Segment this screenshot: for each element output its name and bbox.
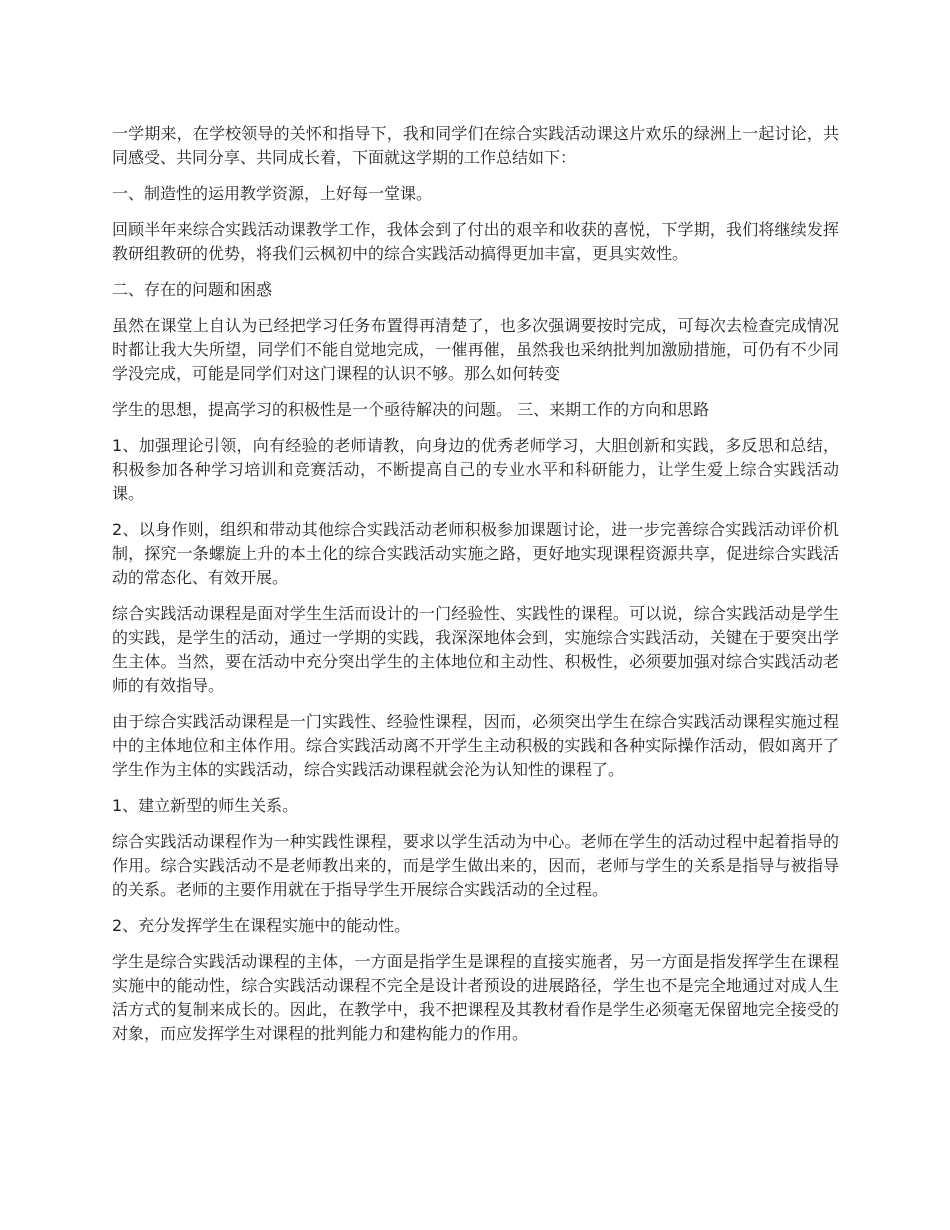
heading-relationship: 1、建立新型的师生关系。: [112, 796, 299, 815]
paragraph-course-nature: 综合实践活动课程是面对学生生活而设计的一门经验性、实践性的课程。可以说，综合实践活动是学生的实践，是学生的活动，通过一学期的实践，我深深地体会到，实施综合实践活动，关键在于要突出学生主体。当然，要在活动中充分突出学生的主体地位和主动性、积极性，必须要加强对综合实践活动老师的有效指导。: [112, 604, 839, 695]
document-body: [112, 122, 839, 1058]
heading-section-1: 一、制造性的运用教学资源，上好每一堂课。: [112, 184, 433, 203]
paragraph-problems: 虽然在课堂上自认为已经把学习任务布置得再清楚了，也多次强调要按时完成，可每次去检查完成情况时都让我大失所望，同学们不能自觉地完成，一催再催，虽然我也采纳批判加激励措施，可仍有不少同学没完成，可能是同学们对这门课程的认识不够。那么如何转变: [112, 316, 839, 383]
paragraph-plan-2: 2、以身作则，组织和带动其他综合实践活动老师积极参加课题讨论，进一步完善综合实践活动评价机制，探究一条螺旋上升的本土化的综合实践活动实施之路，更好地实现课程资源共享，促进综合实践活动的常态化、有效开展。: [112, 520, 839, 587]
paragraph-initiative: 学生是综合实践活动课程的主体，一方面是指学生是课程的直接实施者，另一方面是指发挥学生在课程实施中的能动性，综合实践活动课程不完全是设计者预设的进展路径，学生也不是完全地通过对成人生活方式的复制来成长的。因此，在教学中，我不把课程及其教材看作是学生必须毫无保留地完全接受的对象，而应发挥学生对课程的批判能力和建构能力的作用。: [112, 952, 839, 1043]
heading-section-2: 二、存在的问题和困惑: [112, 280, 273, 299]
paragraph-problems-continued: 学生的思想，提高学习的积极性是一个亟待解决的问题。 三、来期工作的方向和思路: [112, 400, 710, 419]
paragraph-student-subject: 由于综合实践活动课程是一门实践性、经验性课程，因而，必须突出学生在综合实践活动课程实施过程中的主体地位和主体作用。综合实践活动离不开学生主动积极的实践和各种实际操作活动，假如离开了学生作为主体的实践活动，综合实践活动课程就会沦为认知性的课程了。: [112, 712, 839, 779]
paragraph-intro: 一学期来，在学校领导的关怀和指导下，我和同学们在综合实践活动课这片欢乐的绿洲上一起讨论，共同感受、共同分享、共同成长着，下面就这学期的工作总结如下：: [112, 124, 839, 167]
heading-initiative: 2、充分发挥学生在课程实施中的能动性。: [112, 916, 411, 935]
paragraph-relationship: 综合实践活动课程作为一种实践性课程，要求以学生活动为中心。老师在学生的活动过程中起着指导的作用。综合实践活动不是老师教出来的，而是学生做出来的，因而，老师与学生的关系是指导与被指导的关系。老师的主要作用就在于指导学生开展综合实践活动的全过程。: [112, 832, 839, 899]
paragraph-review: 回顾半年来综合实践活动课教学工作，我体会到了付出的艰辛和收获的喜悦，下学期，我们将继续发挥教研组教研的优势，将我们云枫初中的综合实践活动搞得更加丰富，更具实效性。: [112, 220, 839, 263]
paragraph-plan-1: 1、加强理论引领，向有经验的老师请教，向身边的优秀老师学习，大胆创新和实践，多反思和总结，积极参加各种学习培训和竞赛活动，不断提高自己的专业水平和科研能力，让学生爱上综合实践活动课。: [112, 436, 839, 503]
